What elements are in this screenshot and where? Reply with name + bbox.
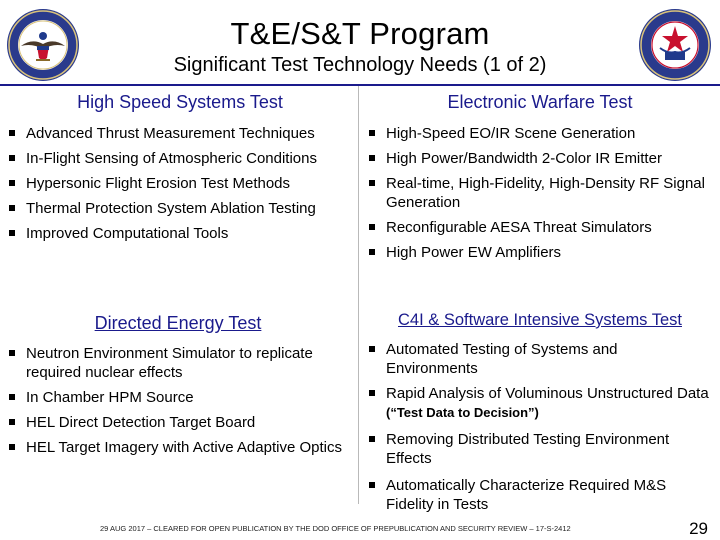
list-item: Automatically Characterize Required M&S Fidelity in Tests (368, 476, 712, 514)
bullet-icon (369, 482, 375, 488)
c4i-list (368, 340, 712, 514)
bullet-icon (9, 350, 15, 356)
list-item: Advanced Thrust Measurement Techniques (8, 124, 348, 143)
section-title: High Speed Systems Test (77, 92, 283, 112)
bullet-icon (9, 394, 15, 400)
section-title: Directed Energy Test (94, 313, 262, 333)
list-item: High Power/Bandwidth 2-Color IR Emitter (368, 149, 712, 168)
column-divider (358, 86, 359, 504)
bullet-icon (369, 346, 375, 352)
bullet-icon (369, 130, 375, 136)
list-item: Improved Computational Tools (8, 224, 348, 243)
bullet-icon (9, 130, 15, 136)
list-item: Rapid Analysis of Voluminous Unstructured Data (“Test Data to Decision”) (368, 384, 712, 422)
list-item: HEL Direct Detection Target Board (8, 413, 348, 432)
bullet-icon (369, 180, 375, 186)
list-item: HEL Target Imagery with Active Adaptive Optics (8, 438, 348, 457)
slide-title: T&E/S&T Program (230, 16, 490, 51)
bullet-icon (9, 180, 15, 186)
bullet-icon (9, 444, 15, 450)
list-item: Reconfigurable AESA Threat Simulators (368, 218, 712, 237)
title-divider (0, 84, 720, 86)
bullet-icon (9, 155, 15, 161)
directed-energy-list (8, 344, 348, 457)
list-item: High-Speed EO/IR Scene Generation (368, 124, 712, 143)
electronic-warfare-list (368, 124, 712, 262)
list-item: Hypersonic Flight Erosion Test Methods (8, 174, 348, 193)
list-item: In-Flight Sensing of Atmospheric Conditions (8, 149, 348, 168)
c4i-section (368, 311, 712, 514)
electronic-warfare-section (368, 92, 712, 262)
high-speed-list (8, 124, 348, 243)
bullet-icon (9, 230, 15, 236)
list-item: Removing Distributed Testing Environment Effects (368, 430, 712, 468)
footer-clearance-text: 29 AUG 2017 – CLEARED FOR OPEN PUBLICATION BY THE DOD OFFICE OF PREPUBLICATION AND SECURITY REVIEW – 17-S-2412 (100, 524, 571, 533)
bullet-icon (369, 436, 375, 442)
directed-energy-section (8, 313, 348, 457)
section-title: Electronic Warfare Test (447, 92, 633, 112)
bullet-icon (9, 419, 15, 425)
bullet-icon (369, 155, 375, 161)
list-item: Automated Testing of Systems and Environments (368, 340, 712, 378)
page-number: 29 (689, 519, 708, 538)
bullet-icon (369, 249, 375, 255)
list-item: High Power EW Amplifiers (368, 243, 712, 262)
section-title: C4I & Software Intensive Systems Test (398, 311, 682, 329)
slide-subtitle: Significant Test Technology Needs (1 of 2) (173, 54, 547, 76)
list-item: Thermal Protection System Ablation Testing (8, 199, 348, 218)
list-item: Real-time, High-Fidelity, High-Density RF Signal Generation (368, 174, 712, 212)
high-speed-systems-section (8, 92, 348, 243)
bullet-icon (369, 224, 375, 230)
list-item: In Chamber HPM Source (8, 388, 348, 407)
bullet-icon (369, 390, 375, 396)
bullet-icon (9, 205, 15, 211)
list-item: Neutron Environment Simulator to replicate required nuclear effects (8, 344, 348, 382)
